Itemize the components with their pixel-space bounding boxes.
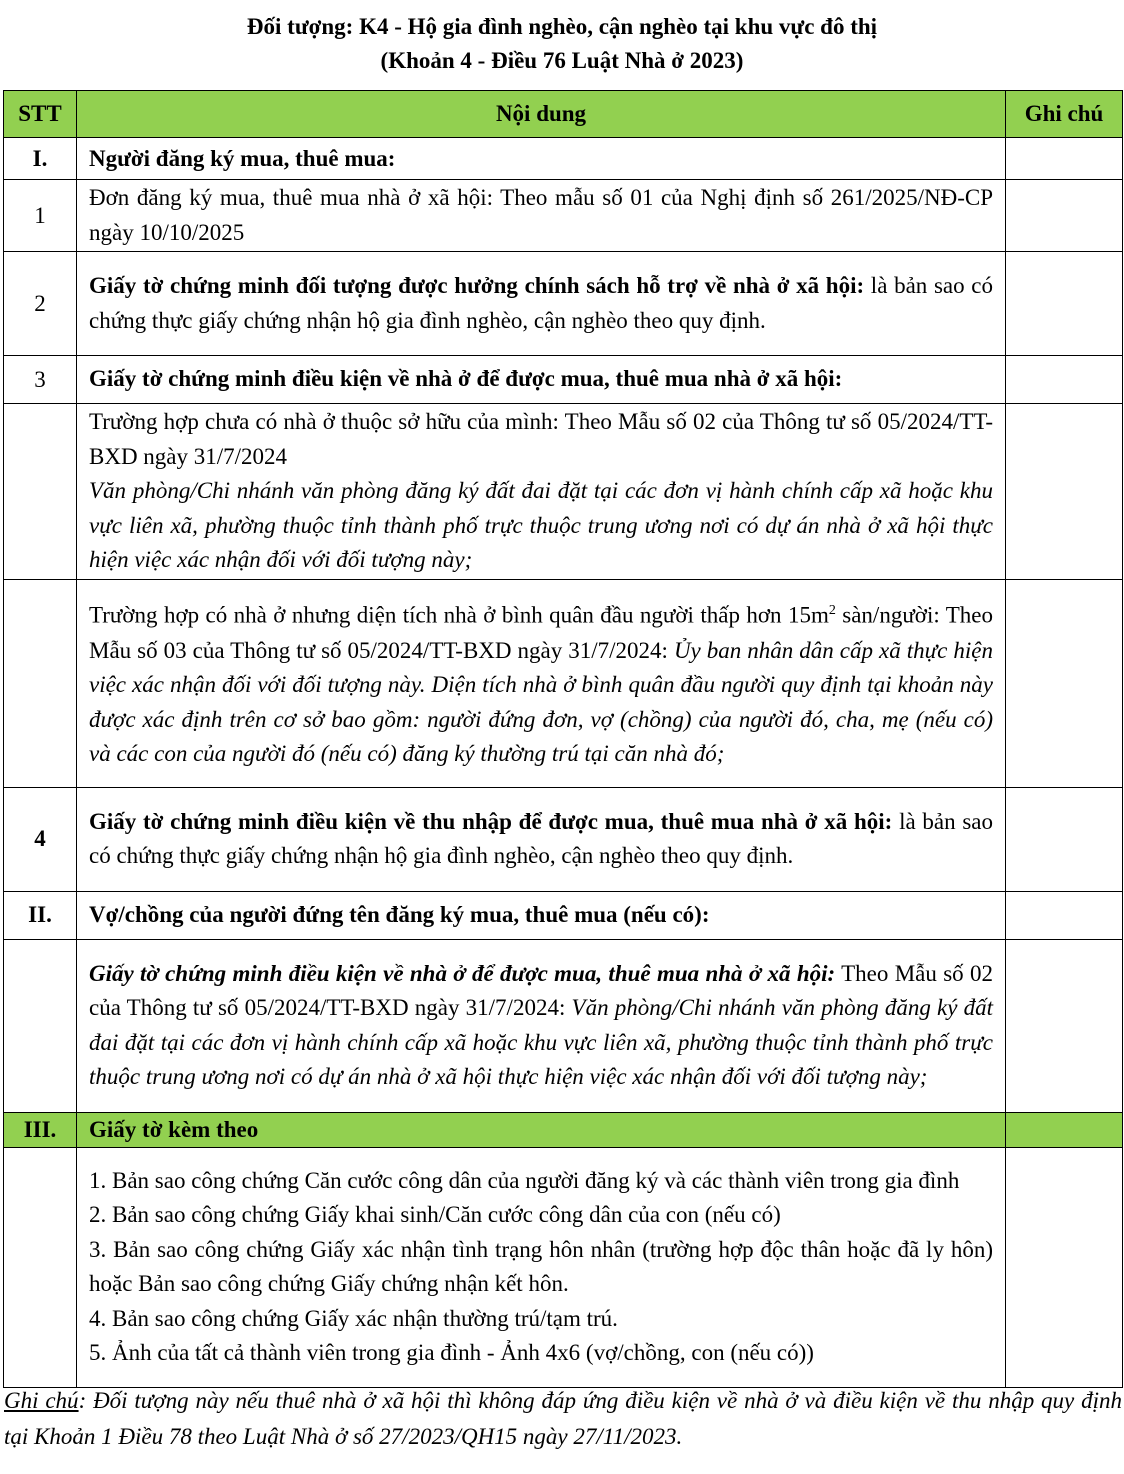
section-number: III. xyxy=(4,1112,77,1147)
note-cell xyxy=(1006,939,1123,1112)
table-row xyxy=(4,1147,1123,1387)
row-number xyxy=(4,404,77,580)
row-number xyxy=(4,1147,77,1387)
table-header-row xyxy=(4,91,1123,138)
section-row-2 xyxy=(4,891,1123,939)
list-item: 4. Bản sao công chứng Giấy xác nhận thường trú/tạm trú. xyxy=(89,1305,618,1331)
title-line-1: Đối tượng: K4 - Hộ gia đình nghèo, cận nghèo tại khu vực đô thị xyxy=(246,14,878,39)
row-number xyxy=(4,579,77,787)
note-cell xyxy=(1006,356,1123,404)
requirements-table xyxy=(3,90,1123,1388)
title-line-2: (Khoản 4 - Điều 76 Luật Nhà ở 2023) xyxy=(380,48,744,73)
note-cell xyxy=(1006,1147,1123,1387)
row-content-bold-italic: Giấy tờ chứng minh điều kiện về nhà ở để được mua, thuê mua nhà ở xã hội: xyxy=(89,960,836,986)
section-number: II. xyxy=(4,891,77,939)
row-content-italic: Văn phòng/Chi nhánh văn phòng đăng ký đất đai đặt tại các đơn vị hành chính cấp xã hoặc khu vực liên xã, phường thuộc tỉnh thành phố trực thuộc trung ương nơi có dự án nhà ở xã hội thực hiện việc xác nhận đối với đối tượng này; xyxy=(89,995,993,1089)
section-number: I. xyxy=(4,138,77,180)
row-content xyxy=(77,787,1006,891)
note-cell xyxy=(1006,891,1123,939)
row-number xyxy=(4,939,77,1112)
row-content-bold: Giấy tờ chứng minh điều kiện về thu nhập để được mua, thuê mua nhà ở xã hội: xyxy=(89,808,893,834)
list-item: 2. Bản sao công chứng Giấy khai sinh/Căn cước công dân của con (nếu có) xyxy=(89,1202,781,1227)
row-content xyxy=(77,579,1006,787)
row-content xyxy=(77,404,1006,580)
row-content-bold: Giấy tờ chứng minh điều kiện về nhà ở để được mua, thuê mua nhà ở xã hội: xyxy=(77,356,1006,404)
table-row xyxy=(4,404,1123,580)
table-row xyxy=(4,579,1123,787)
table-row xyxy=(4,787,1123,891)
header-note: Ghi chú xyxy=(1006,91,1123,138)
row-content-text: Trường hợp chưa có nhà ở thuộc sở hữu của mình: Theo Mẫu số 02 của Thông tư số 05/2024/TT-BXD ngày 31/7/2024 xyxy=(89,409,993,469)
table-row xyxy=(4,252,1123,356)
note-cell xyxy=(1006,180,1123,252)
section-row-1 xyxy=(4,138,1123,180)
row-number: 3 xyxy=(4,356,77,404)
row-content-text: sàn/người: Theo Mẫu số 03 của Thông tư số 05/2024/TT-BXD ngày 31/7/2024: xyxy=(89,603,993,663)
table-row xyxy=(4,939,1123,1112)
list-item: 1. Bản sao công chứng Căn cước công dân của người đăng ký và các thành viên trong gia đình xyxy=(89,1167,960,1193)
row-content-text: là bản sao có chứng thực giấy chứng nhận hộ gia đình nghèo, cận nghèo theo quy định. xyxy=(89,808,994,868)
row-content-text: Trường hợp có nhà ở nhưng diện tích nhà ở bình quân đầu người thấp hơn 15m xyxy=(89,603,829,629)
list-item: 5. Ảnh của tất cả thành viên trong gia đình - Ảnh 4x6 (vợ/chồng, con (nếu có)) xyxy=(89,1340,814,1365)
header-content: Nội dung xyxy=(77,91,1006,138)
note-cell xyxy=(1006,252,1123,356)
footnote-text: : Đối tượng này nếu thuê nhà ở xã hội thì không đáp ứng điều kiện về nhà ở và điều kiện về thu nhập quy định tại Khoản 1 Điều 78 theo Luật Nhà ở số 27/2023/QH15 ngày 27/11/2023. xyxy=(4,1388,1122,1449)
superscript: 2 xyxy=(828,603,836,619)
section-title: Vợ/chồng của người đứng tên đăng ký mua, thuê mua (nếu có): xyxy=(77,891,1006,939)
table-row xyxy=(4,180,1123,252)
row-number: 2 xyxy=(4,252,77,356)
note-cell xyxy=(1006,579,1123,787)
section-row-3 xyxy=(4,1112,1123,1147)
note-cell xyxy=(1006,787,1123,891)
section-title: Người đăng ký mua, thuê mua: xyxy=(77,138,1006,180)
footnote xyxy=(4,1383,1122,1455)
section-title: Giấy tờ kèm theo xyxy=(77,1112,1006,1147)
row-content-italic: Ủy ban nhân dân cấp xã thực hiện việc xác nhận đối với đối tượng này. Diện tích nhà ở bình quân đầu người quy định tại khoản này được xác định trên cơ sở bao gồm: người đứng đơn, vợ (chồng) của người đó, cha, mẹ (nếu có) và các con của người đó (nếu có) đăng ký thường trú tại căn nhà đó; xyxy=(89,637,993,767)
row-content xyxy=(77,252,1006,356)
footnote-label: Ghi chú xyxy=(4,1388,79,1413)
row-number: 4 xyxy=(4,787,77,891)
row-content xyxy=(77,939,1006,1112)
page-title xyxy=(0,10,1124,78)
note-cell xyxy=(1006,1112,1123,1147)
attachments-list xyxy=(77,1147,1006,1387)
note-cell xyxy=(1006,404,1123,580)
row-content-text: là bản sao có chứng thực giấy chứng nhận hộ gia đình nghèo, cận nghèo theo quy định. xyxy=(89,273,993,333)
row-content: Đơn đăng ký mua, thuê mua nhà ở xã hội: Theo mẫu số 01 của Nghị định số 261/2025/NĐ-CP ngày 10/10/2025 xyxy=(77,180,1006,252)
note-cell xyxy=(1006,138,1123,180)
row-content-italic: Văn phòng/Chi nhánh văn phòng đăng ký đất đai đặt tại các đơn vị hành chính cấp xã hoặc khu vực liên xã, phường thuộc tỉnh thành phố trực thuộc trung ương nơi có dự án nhà ở xã hội thực hiện việc xác nhận đối với đối tượng này; xyxy=(89,478,993,572)
header-stt: STT xyxy=(4,91,77,138)
table-row xyxy=(4,356,1123,404)
list-item: 3. Bản sao công chứng Giấy xác nhận tình trạng hôn nhân (trường hợp độc thân hoặc đã ly hôn) hoặc Bản sao công chứng Giấy chứng nhận kết hôn. xyxy=(89,1236,993,1296)
row-content-text: Theo Mẫu số 02 của Thông tư số 05/2024/TT-BXD ngày 31/7/2024: xyxy=(89,960,993,1020)
row-content-bold: Giấy tờ chứng minh đối tượng được hưởng chính sách hỗ trợ về nhà ở xã hội: xyxy=(89,273,865,298)
row-number: 1 xyxy=(4,180,77,252)
